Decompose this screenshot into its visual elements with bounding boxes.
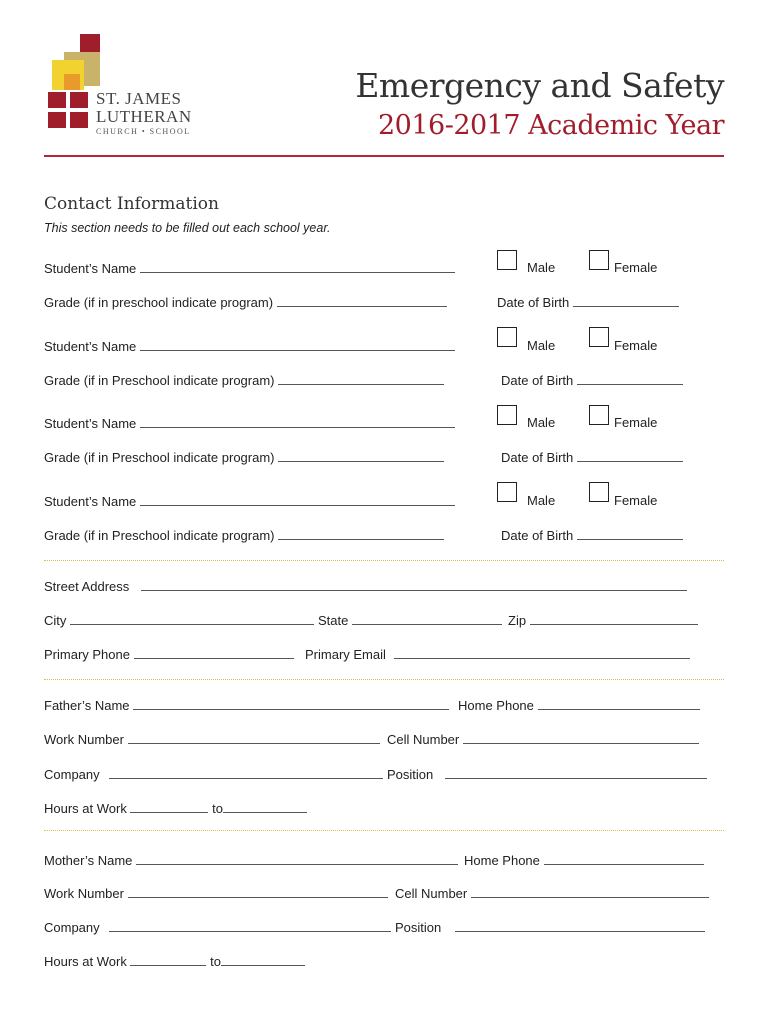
father-work-number-label: Work Number xyxy=(44,732,124,747)
mother-hours-row xyxy=(44,953,305,970)
mother-company-field[interactable] xyxy=(109,919,391,932)
grade-row xyxy=(44,527,444,544)
female-label: Female xyxy=(614,338,658,353)
primary-phone-field[interactable] xyxy=(134,646,294,659)
dob-field[interactable] xyxy=(577,527,683,540)
dob-label: Date of Birth xyxy=(497,295,570,310)
father-name-row xyxy=(44,697,449,714)
state-field[interactable] xyxy=(352,612,502,625)
father-company-row xyxy=(44,766,383,783)
student-name-row xyxy=(44,415,455,432)
dob-field[interactable] xyxy=(577,372,683,385)
father-hours-row xyxy=(44,800,307,817)
female-label: Female xyxy=(614,493,658,508)
dob-row xyxy=(501,372,683,389)
male-label: Male xyxy=(527,493,556,508)
father-position-row xyxy=(387,766,707,783)
female-checkbox[interactable] xyxy=(589,405,609,425)
mother-work-number-row xyxy=(44,885,388,902)
female-checkbox[interactable] xyxy=(589,327,609,347)
grade-field[interactable] xyxy=(278,527,444,540)
father-cell-number-field[interactable] xyxy=(463,731,699,744)
primary-phone-row xyxy=(44,646,294,663)
section-divider xyxy=(44,830,724,831)
mother-hours-to-label: to xyxy=(210,954,221,969)
male-checkbox[interactable] xyxy=(497,405,517,425)
dob-field[interactable] xyxy=(577,449,683,462)
female-checkbox[interactable] xyxy=(589,250,609,270)
mother-home-phone-label: Home Phone xyxy=(464,853,540,868)
student-name-row xyxy=(44,338,455,355)
father-hours-from-field[interactable] xyxy=(130,800,208,813)
grade-label: Grade (if in Preschool indicate program) xyxy=(44,373,275,388)
primary-email-row xyxy=(305,646,690,663)
logo-text-line2: LUTHERAN xyxy=(96,107,192,126)
document-subtitle: 2016-2017 Academic Year xyxy=(377,110,724,141)
document-title: Emergency and Safety xyxy=(355,66,724,105)
dob-row xyxy=(497,294,679,311)
father-home-phone-row xyxy=(458,697,700,714)
street-address-row xyxy=(44,578,687,595)
father-work-number-field[interactable] xyxy=(128,731,380,744)
father-home-phone-label: Home Phone xyxy=(458,698,534,713)
mother-name-label: Mother’s Name xyxy=(44,853,133,868)
section-heading: Contact Information xyxy=(44,194,219,214)
zip-row xyxy=(508,612,698,629)
dob-row xyxy=(501,449,683,466)
dob-label: Date of Birth xyxy=(501,528,574,543)
street-address-field[interactable] xyxy=(141,578,687,591)
male-checkbox[interactable] xyxy=(497,250,517,270)
father-position-label: Position xyxy=(387,767,434,782)
mother-name-row xyxy=(44,852,458,869)
female-label: Female xyxy=(614,260,658,275)
primary-email-label: Primary Email xyxy=(305,647,386,662)
state-label: State xyxy=(318,613,349,628)
primary-phone-label: Primary Phone xyxy=(44,647,130,662)
grade-field[interactable] xyxy=(278,449,444,462)
city-label: City xyxy=(44,613,67,628)
mother-cell-number-row xyxy=(395,885,709,902)
male-checkbox[interactable] xyxy=(497,327,517,347)
grade-field[interactable] xyxy=(278,372,444,385)
father-work-number-row xyxy=(44,731,380,748)
female-label: Female xyxy=(614,415,658,430)
header-divider xyxy=(44,155,724,157)
mother-name-field[interactable] xyxy=(136,852,458,865)
dob-label: Date of Birth xyxy=(501,373,574,388)
student-name-field[interactable] xyxy=(140,260,455,273)
father-company-field[interactable] xyxy=(109,766,383,779)
mother-company-row xyxy=(44,919,391,936)
section-note: This section needs to be filled out each school year. xyxy=(44,221,331,235)
male-label: Male xyxy=(527,338,556,353)
mother-hours-to-field[interactable] xyxy=(221,953,305,966)
grade-row xyxy=(44,449,444,466)
state-row xyxy=(318,612,502,629)
grade-label: Grade (if in Preschool indicate program) xyxy=(44,450,275,465)
mother-cell-number-label: Cell Number xyxy=(395,886,468,901)
grade-label: Grade (if in Preschool indicate program) xyxy=(44,528,275,543)
city-field[interactable] xyxy=(70,612,314,625)
mother-work-number-label: Work Number xyxy=(44,886,124,901)
student-name-row xyxy=(44,493,455,510)
student-name-field[interactable] xyxy=(140,415,455,428)
mother-hours-from-field[interactable] xyxy=(130,953,206,966)
father-hours-to-label: to xyxy=(212,801,223,816)
student-name-label: Student’s Name xyxy=(44,494,137,509)
mother-position-label: Position xyxy=(395,920,442,935)
mother-position-field[interactable] xyxy=(455,919,705,932)
mother-home-phone-row xyxy=(464,852,704,869)
street-address-label: Street Address xyxy=(44,579,130,594)
father-cell-number-row xyxy=(387,731,699,748)
grade-row xyxy=(44,294,447,311)
student-name-label: Student’s Name xyxy=(44,261,137,276)
grade-label: Grade (if in preschool indicate program) xyxy=(44,295,274,310)
mother-home-phone-field[interactable] xyxy=(544,852,704,865)
student-name-label: Student’s Name xyxy=(44,416,137,431)
father-cell-number-label: Cell Number xyxy=(387,732,460,747)
grade-row xyxy=(44,372,444,389)
mother-company-label: Company xyxy=(44,920,100,935)
male-label: Male xyxy=(527,415,556,430)
student-name-field[interactable] xyxy=(140,493,455,506)
primary-email-field[interactable] xyxy=(394,646,690,659)
mother-work-number-field[interactable] xyxy=(128,885,388,898)
section-divider xyxy=(44,679,724,680)
father-hours-label: Hours at Work xyxy=(44,801,127,816)
male-checkbox[interactable] xyxy=(497,482,517,502)
mother-position-row xyxy=(395,919,705,936)
logo-text-line3: CHURCH • SCHOOL xyxy=(96,127,191,136)
zip-field[interactable] xyxy=(530,612,698,625)
female-checkbox[interactable] xyxy=(589,482,609,502)
student-name-row xyxy=(44,260,455,277)
father-position-field[interactable] xyxy=(445,766,707,779)
dob-field[interactable] xyxy=(573,294,679,307)
male-label: Male xyxy=(527,260,556,275)
section-divider xyxy=(44,560,724,561)
mother-hours-label: Hours at Work xyxy=(44,954,127,969)
logo-text-line1: ST. JAMES xyxy=(96,89,182,108)
father-home-phone-field[interactable] xyxy=(538,697,700,710)
father-name-field[interactable] xyxy=(133,697,449,710)
zip-label: Zip xyxy=(508,613,527,628)
father-company-label: Company xyxy=(44,767,100,782)
student-name-label: Student’s Name xyxy=(44,339,137,354)
mother-cell-number-field[interactable] xyxy=(471,885,709,898)
dob-label: Date of Birth xyxy=(501,450,574,465)
father-name-label: Father’s Name xyxy=(44,698,130,713)
father-hours-to-field[interactable] xyxy=(223,800,307,813)
student-name-field[interactable] xyxy=(140,338,455,351)
grade-field[interactable] xyxy=(277,294,447,307)
dob-row xyxy=(501,527,683,544)
city-row xyxy=(44,612,314,629)
